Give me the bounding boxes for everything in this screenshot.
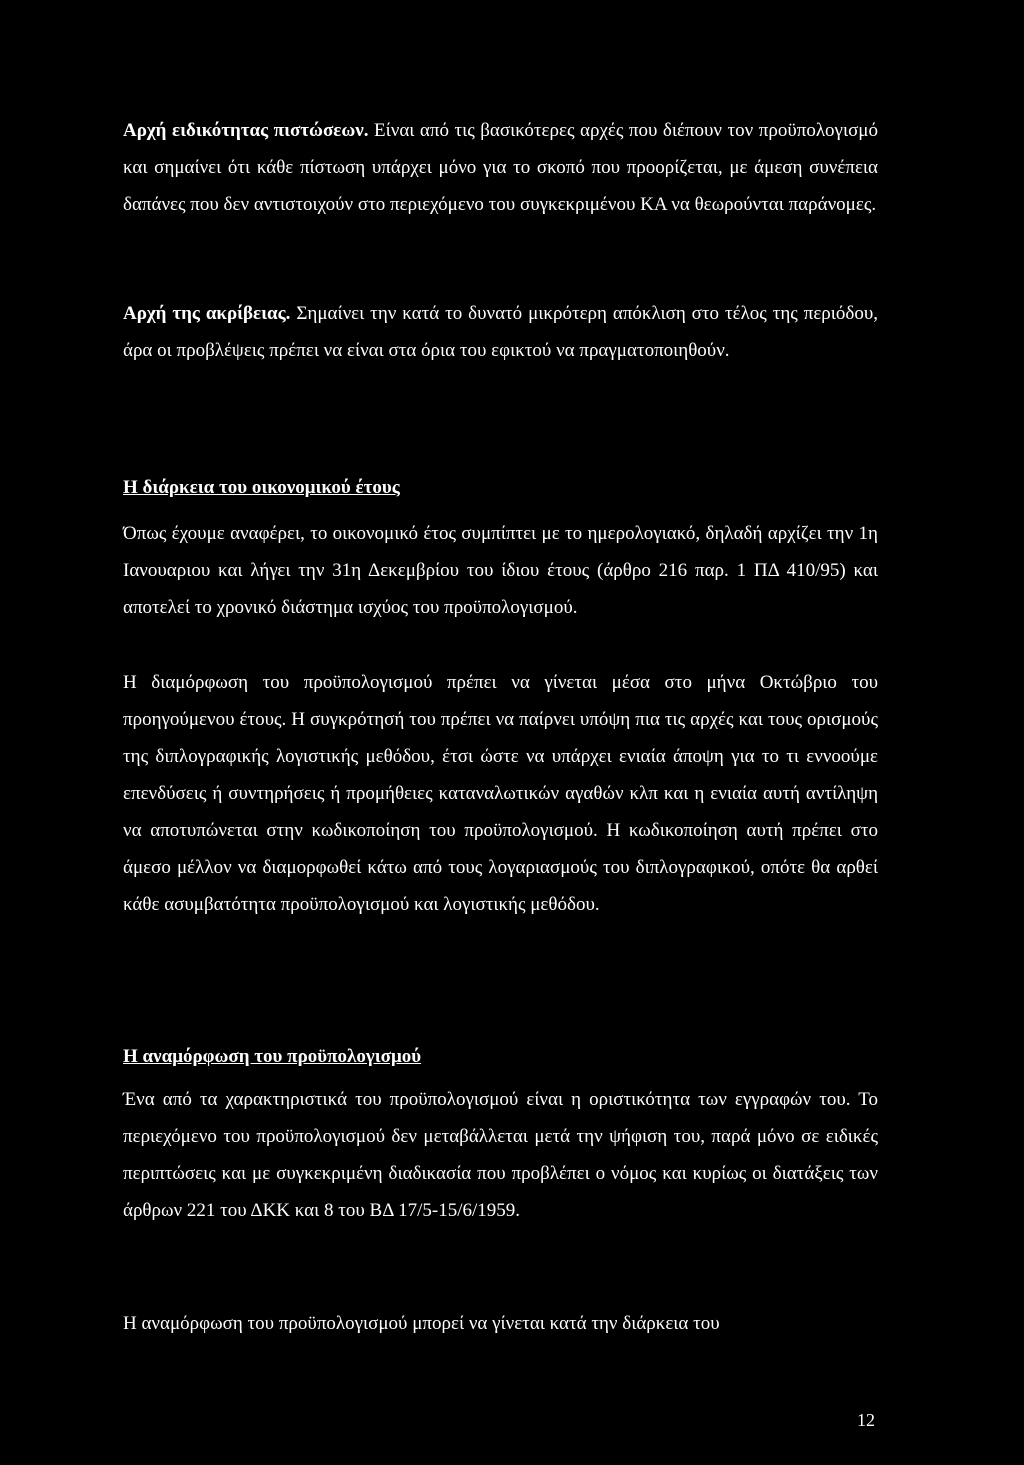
paragraph-fiscal-year-2: Η διαμόρφωση του προϋπολογισμού πρέπει να γίνεται μέσα στο μήνα Οκτώβριο του προηγούμενου έτους. Η συγκρότησή του πρέπει να παίρνει υπόψη πια τις αρχές και τους ορισμούς της διπλογραφικής λογιστικής μεθόδου, έτσι ώστε να υπάρχει ενιαία άποψη για το τι εννοούμε επενδύσεις ή συντηρήσεις ή προμήθειες καταναλωτικών αγαθών κλπ και η ενιαία αυτή αντίληψη να αποτυπώνεται στην κωδικοποίηση του προϋπολογισμού. Η κωδικοποίηση αυτή πρέπει στο άμεσο μέλλον να διαμορφωθεί κάτω από τους λογαριασμούς του διπλογραφικού, οπότε θα αρθεί κάθε ασυμβατότητα προϋπολογισμού και λογιστικής μεθόδου.: [123, 672, 878, 915]
page-number: 12: [857, 1410, 875, 1430]
principle-accuracy-text: Σημαίνει την κατά το δυνατό μικρότερη απόκλιση στο τέλος της περιόδου, άρα οι προβλέψεις πρέπει να είναι στα όρια του εφικτού να πραγματοποιηθούν.: [123, 303, 878, 361]
heading-budget-revision: Η αναμόρφωση του προϋπολογισμού: [123, 1046, 422, 1067]
paragraph-fiscal-year-1: Όπως έχουμε αναφέρει, το οικονομικό έτος συμπίπτει με το ημερολογιακό, δηλαδή αρχίζει την 1η Ιανουαριου και λήγει την 31η Δεκεμβρίου του ίδιου έτους (άρθρο 216 παρ. 1 ΠΔ 410/95) και αποτελεί το χρονικό διάστημα ισχύος του προϋπολογισμού.: [123, 523, 878, 618]
heading-fiscal-year: Η διάρκεια του οικονομικού έτους: [123, 477, 400, 498]
paragraph-principle-accuracy: [123, 295, 878, 369]
paragraph-budget-revision-1: Ένα από τα χαρακτηριστικά του προϋπολογισμού είναι η οριστικότητα των εγγραφών του. Το περιεχόμενο του προϋπολογισμού δεν μεταβάλλεται μετά την ψήφιση του, παρά μόνο σε ειδικές περιπτώσεις και με συγκεκριμένη διαδικασία που προβλέπει ο νόμος και κυρίως οι διατάξεις των άρθρων 221 του ΔΚΚ και 8 του ΒΔ 17/5-15/6/1959.: [123, 1089, 878, 1221]
paragraph-principle-specificity: [123, 112, 878, 223]
principle-specificity-text: Είναι από τις βασικότερες αρχές που διέπουν τον προϋπολογισμό και σημαίνει ότι κάθε πίστωση υπάρχει μόνο για το σκοπό που προορίζεται, με άμεση συνέπεια δαπάνες που δεν αντιστοιχούν στο περιεχόμενο του συγκεκριμένου ΚΑ να θεωρούνται παράνομες.: [123, 120, 878, 215]
paragraph-budget-revision-2: Η αναμόρφωση του προϋπολογισμού μπορεί να γίνεται κατά την διάρκεια του: [123, 1313, 720, 1334]
principle-specificity-title: Αρχή ειδικότητας πιστώσεων.: [123, 120, 369, 141]
principle-accuracy-title: Αρχή της ακρίβειας.: [123, 303, 291, 324]
